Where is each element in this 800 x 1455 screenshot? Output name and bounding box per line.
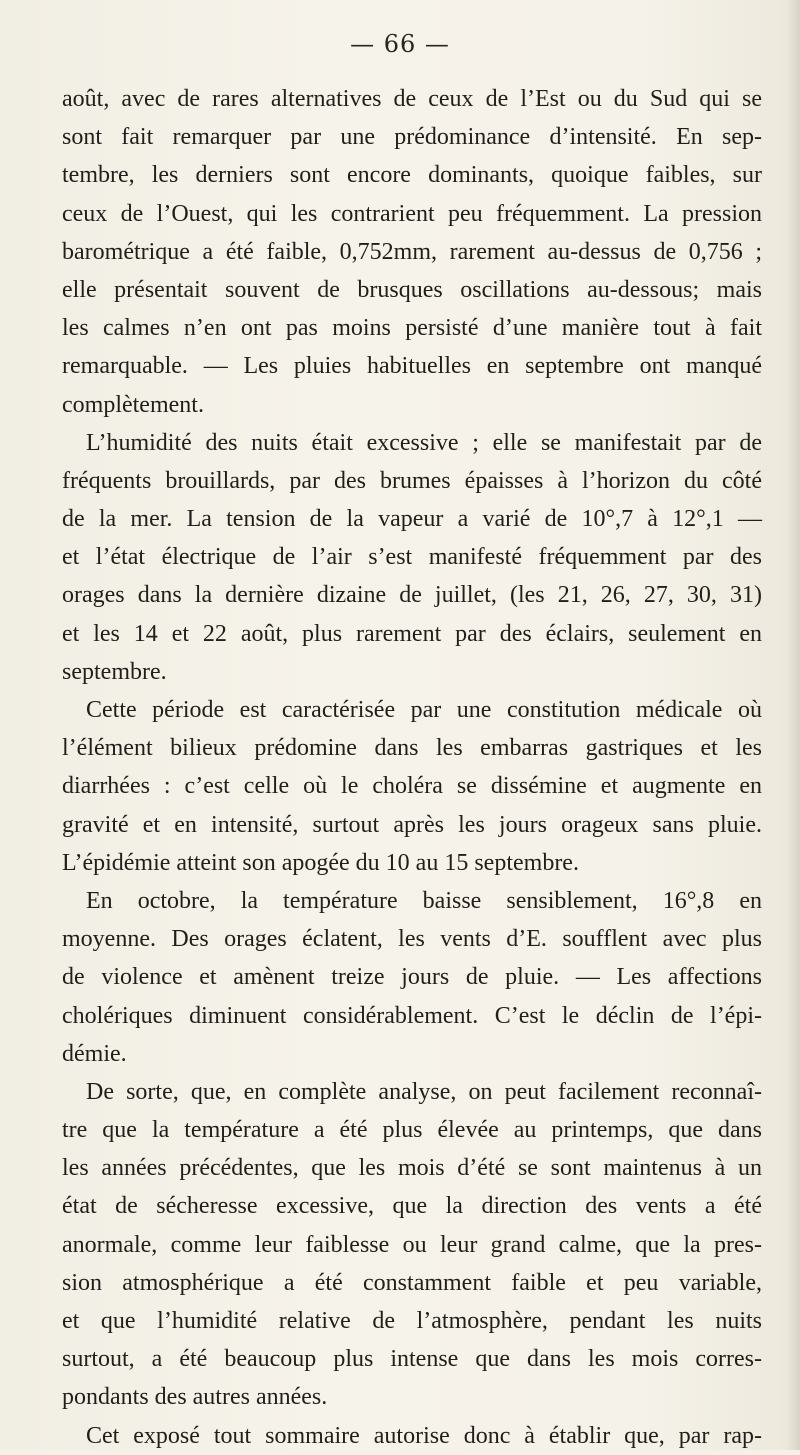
text-line: De sorte, que, en complète analyse, on peut facilement reconnaî- [86, 1078, 762, 1105]
text-line: orages dans la dernière dizaine de juillet, (les 21, 26, 27, 30, 31) [62, 582, 762, 609]
text-line: ceux de l’Ouest, qui les contrarient peu fréquemment. La pression [62, 200, 762, 227]
page-edge-shadow [786, 0, 800, 1450]
text-line: septembre. [62, 658, 167, 685]
text-line: sont fait remarquer par une prédominance d’intensité. En sep- [62, 124, 762, 151]
text-line: Cet exposé tout sommaire autorise donc à établir que, par rap- [86, 1422, 762, 1449]
text-line: de violence et amènent treize jours de pluie. — Les affections [62, 964, 762, 991]
text-line: et l’état électrique de l’air s’est manifesté fréquemment par des [62, 544, 762, 571]
body-text [62, 80, 762, 1455]
text-line: de la mer. La tension de la vapeur a varié de 10°,7 à 12°,1 — [62, 506, 762, 533]
text-line: surtout, a été beaucoup plus intense que dans les mois corres- [62, 1346, 762, 1373]
text-line: En octobre, la température baisse sensiblement, 16°,8 en [86, 887, 762, 914]
text-line: les calmes n’en ont pas moins persisté d’une manière tout à fait [62, 315, 762, 342]
text-line: fréquents brouillards, par des brumes épaisses à l’horizon du côté [62, 467, 762, 494]
text-line: L’humidité des nuits était excessive ; elle se manifestait par de [86, 429, 762, 456]
text-line: tre que la température a été plus élevée au printemps, que dans [62, 1117, 762, 1144]
text-line: démie. [62, 1040, 127, 1067]
text-line: barométrique a été faible, 0,752mm, rarement au-dessus de 0,756 ; [62, 238, 762, 265]
text-line: août, avec de rares alternatives de ceux de l’Est ou du Sud qui se [62, 86, 762, 112]
text-line: et que l’humidité relative de l’atmosphère, pendant les nuits [62, 1308, 762, 1334]
text-line: anormale, comme leur faiblesse ou leur grand calme, que la pres- [62, 1231, 762, 1258]
text-line: gravité et en intensité, surtout après les jours orageux sans pluie. [62, 811, 762, 838]
text-line: tembre, les derniers sont encore dominants, quoique faibles, sur [62, 162, 762, 189]
text-line: diarrhées : c’est celle où le choléra se dissémine et augmente en [62, 773, 762, 800]
text-line: l’élément bilieux prédomine dans les embarras gastriques et les [62, 735, 762, 762]
text-line: sion atmosphérique a été constamment faible et peu variable, [62, 1269, 762, 1296]
text-line: moyenne. Des orages éclatent, les vents d’E. soufflent avec plus [62, 926, 762, 953]
text-line: L’épidémie atteint son apogée du 10 au 15 septembre. [62, 849, 579, 876]
text-line: complètement. [62, 391, 204, 418]
text-line: pondants des autres années. [62, 1384, 328, 1411]
text-line: les années précédentes, que les mois d’été se sont maintenus à un [62, 1155, 762, 1182]
text-line: Cette période est caractérisée par une constitution médicale où [86, 697, 762, 723]
text-line: état de sécheresse excessive, que la direction des vents a été [62, 1193, 762, 1220]
text-line: elle présentait souvent de brusques oscillations au-dessous; mais [62, 276, 762, 303]
text-line: cholériques diminuent considérablement. C’est le déclin de l’épi- [62, 1002, 762, 1029]
page-number: — 66 — [350, 30, 450, 58]
text-line: et les 14 et 22 août, plus rarement par des éclairs, seulement en [62, 620, 762, 647]
text-line: remarquable. — Les pluies habituelles en septembre ont manqué [62, 353, 762, 380]
